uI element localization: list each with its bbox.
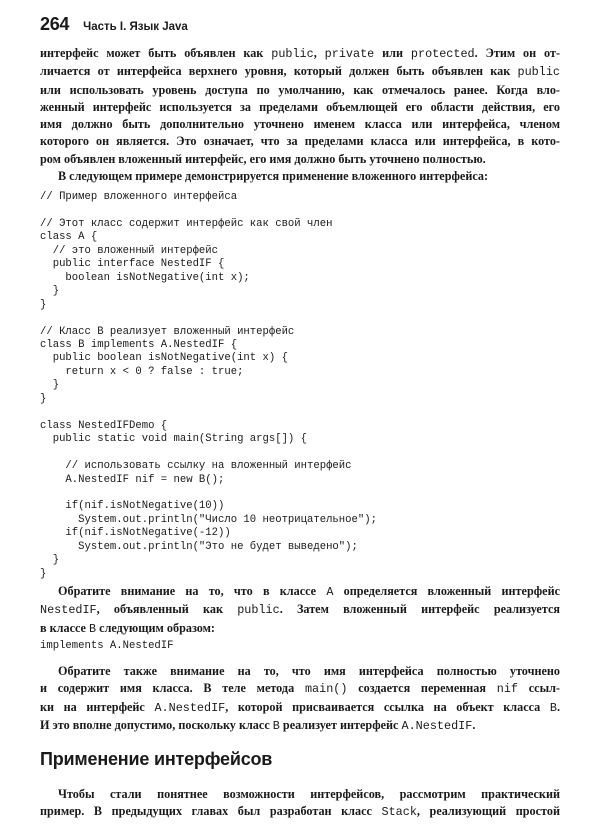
text-run: . <box>472 717 476 732</box>
text-line <box>40 803 560 821</box>
code-inline: public <box>271 47 314 61</box>
code-inline: A <box>326 585 334 599</box>
text-run: ки на интерфейс <box>40 699 155 714</box>
text-run: создается переменная <box>347 681 497 696</box>
text-run: или <box>374 46 411 60</box>
paragraph-nested-interface-access <box>40 45 560 168</box>
text-run: интерфейс может быть объявлен как <box>40 46 272 60</box>
paragraph-nested-explanation <box>40 583 560 638</box>
text-run: , <box>313 46 325 60</box>
code-snippet-implements: implements A.NestedIF <box>40 640 174 652</box>
text-run: личается от интерфейса верхнего уровня, который должен быть объявлен как <box>40 64 518 79</box>
text-line <box>40 680 560 698</box>
text-run: . <box>556 699 561 714</box>
text-line <box>40 620 560 638</box>
text-line: ром объявлен вложенный интерфейс, его имя должно быть уточнено полностью. <box>40 151 486 166</box>
text-line: которого он является. Это означает, что за пределами класса или интерфейса, в кото- <box>40 134 560 149</box>
code-inline: private <box>324 47 375 61</box>
text-run: пример. В предыдущих главах был разработан класс <box>40 804 382 819</box>
text-run: . Затем вложенный интерфейс реализуется <box>279 602 560 617</box>
paragraph-qualified-name <box>40 663 560 735</box>
text-line <box>40 717 560 735</box>
text-run: . Этим он от- <box>474 46 561 60</box>
text-run: , которой присваивается ссылка на объект класса <box>225 699 550 714</box>
text-line: Чтобы стали понятнее возможности интерфейсов, рассмотрим практический <box>58 787 560 801</box>
text-run: в классе <box>40 620 90 635</box>
text-line <box>40 699 560 717</box>
text-run: определяется вложенный интерфейс <box>333 584 560 598</box>
text-line: В следующем примере демонстрируется применение вложенного интерфейса: <box>58 169 489 183</box>
text-line <box>40 601 560 619</box>
code-inline: B <box>549 700 557 715</box>
text-line <box>40 45 560 63</box>
code-inline: B <box>272 718 280 733</box>
code-inline: nif <box>496 682 518 697</box>
code-inline: protected <box>410 47 475 61</box>
text-line <box>40 63 560 81</box>
code-inline: Stack <box>381 805 417 820</box>
text-run: , реализующий простой <box>416 804 560 819</box>
code-inline: B <box>89 621 97 636</box>
text-run: и содержит имя класса. В теле метода <box>40 681 305 696</box>
paragraph-interfaces-application <box>40 786 560 822</box>
code-inline: main() <box>304 682 348 697</box>
code-listing-nested-interface: // Пример вложенного интерфейса // Этот класс содержит интерфейс как свой член class A { // это вложенный интерфейс public interface NestedIF { boolean isNotNegative(int x); } } // Класс B реализует вложенный интерфейс class B implements A.NestedIF { public boolean isNotNegative(int x) { return x < 0 ? false : true; } } class NestedIFDemo { public static void main(String args[]) { // использовать ссылку на вложенный интерфейс A.NestedIF nif = new B(); if(nif.isNotNegative(10)) System.out.println("Число 10 неотрицательное"); if(nif.isNotNegative(-12)) System.out.println("Это не будет выведено"); } } <box>40 191 377 580</box>
text-line: женный интерфейс используется за пределами объемлющей его области действия, его <box>40 99 560 114</box>
page-number: 264 <box>40 14 70 34</box>
code-inline: NestedIF <box>40 603 97 618</box>
text-line: или использовать уровень доступа по умолчанию, как отмечалось ранее. Когда вло- <box>40 82 560 97</box>
code-inline: A.NestedIF <box>154 700 226 715</box>
text-line: имя должно быть дополнительно уточнено именем класса или интерфейса, членом <box>40 117 560 132</box>
text-run: ссыл- <box>518 681 560 696</box>
text-run: Обратите внимание на то, что в классе <box>58 584 327 598</box>
running-title: Часть I. Язык Java <box>83 21 188 33</box>
text-run: следующим образом: <box>96 620 215 635</box>
text-run: реализует интерфейс <box>279 717 402 732</box>
text-run: , объявленный как <box>96 602 238 617</box>
text-line <box>40 583 560 601</box>
code-inline: public <box>237 603 280 618</box>
page-header <box>40 14 188 38</box>
section-heading: Применение интерфейсов <box>40 749 273 769</box>
text-line: Обратите также внимание на то, что имя интерфейса полностью уточнено <box>58 664 560 678</box>
text-run: И это вполне допустимо, поскольку класс <box>40 717 273 732</box>
code-inline: A.NestedIF <box>401 718 473 733</box>
code-inline: public <box>517 65 560 80</box>
paragraph-example-intro <box>40 168 560 185</box>
